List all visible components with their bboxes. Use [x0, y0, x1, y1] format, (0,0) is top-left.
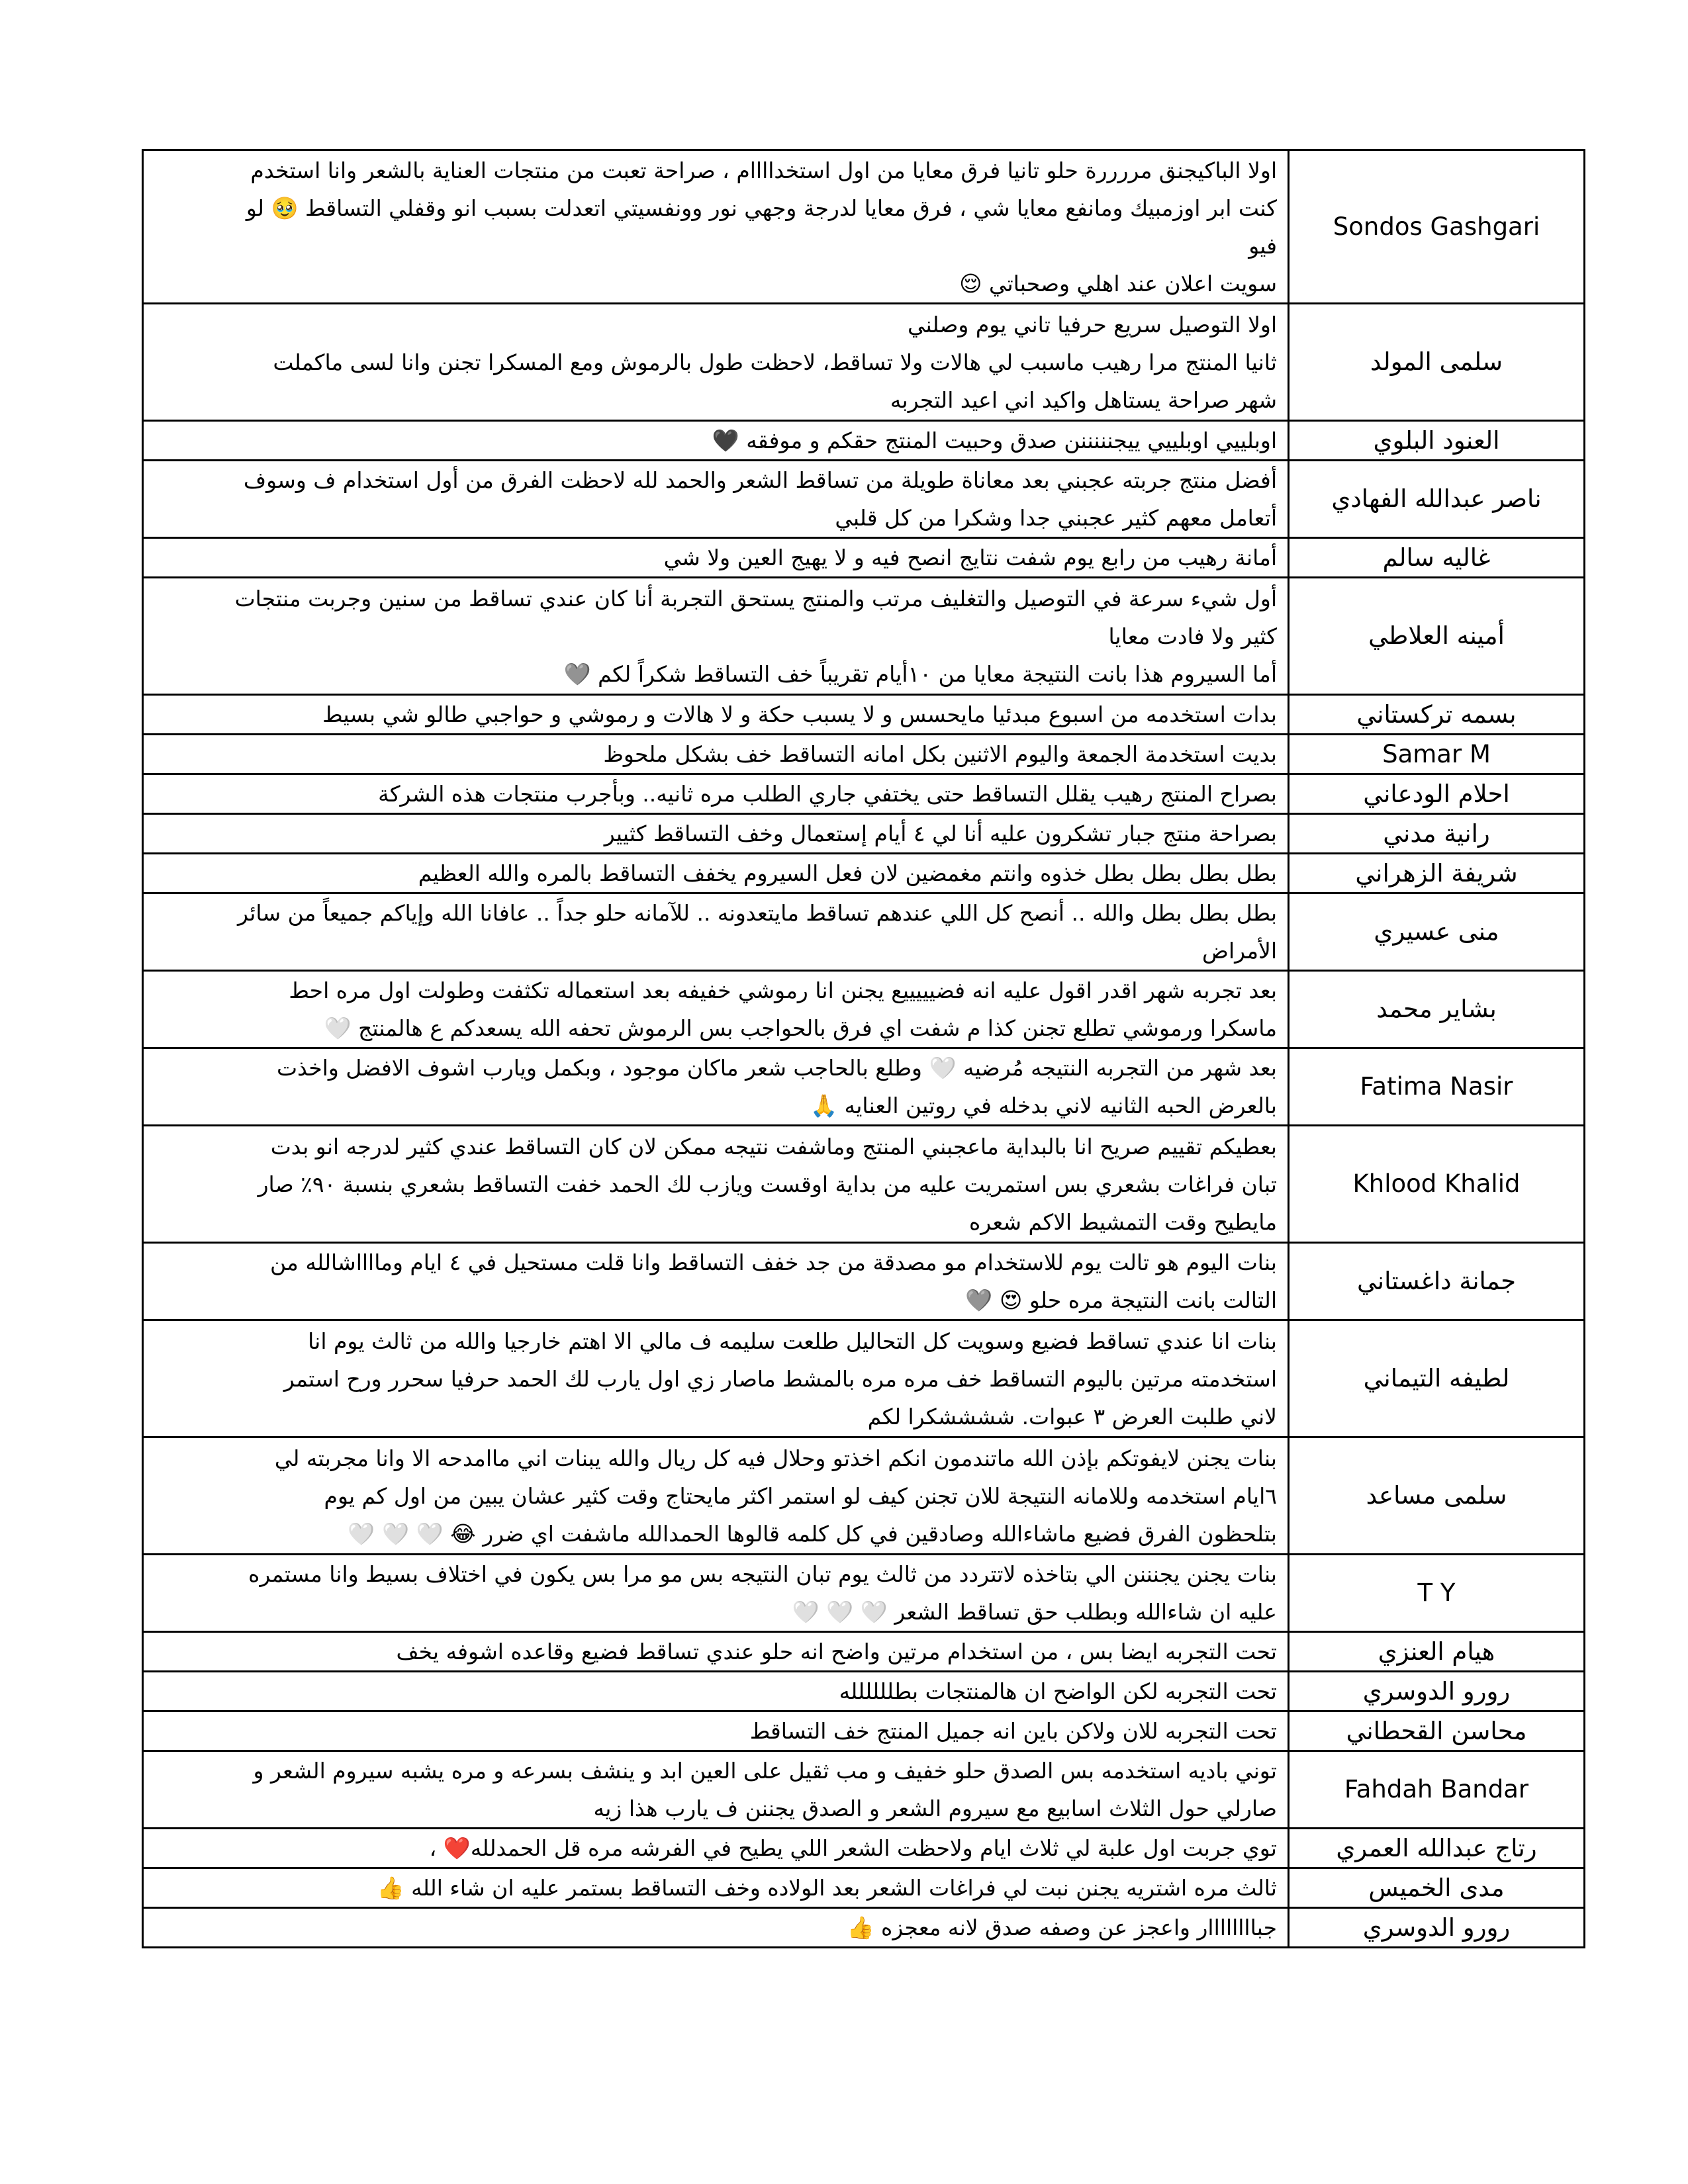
review-text-line: أمانة رهيب من رابع يوم شفت نتايج انصح فيه و لا يهيج العين ولا شي	[663, 545, 1277, 570]
review-row	[143, 1048, 1585, 1126]
review-text-cell	[143, 1632, 1289, 1672]
review-row	[143, 1555, 1585, 1632]
review-row	[143, 893, 1585, 971]
review-text-line: صارلي حول الثلاث اسابيع مع سيروم الشعر و الصدق يجننن ف يارب هذا زيه	[593, 1796, 1277, 1821]
reviewer-name-cell	[1289, 735, 1585, 774]
reviewer-name: سلمى مساعد	[1366, 1481, 1507, 1510]
review-text-cell	[143, 538, 1289, 578]
review-text-line: اولا الباكيجنق مررررة حلو تانيا فرق معايا من اول استخداااام ، صراحة تعبت من منتجات العناية بالشعر وانا استخدم	[250, 157, 1277, 183]
review-row	[143, 1829, 1585, 1868]
reviewer-name-cell	[1289, 421, 1585, 461]
review-text-line: توني باديه استخدمه بس الصدق حلو خفيف و مب ثقيل على العين ابد و ينشف بسرعه و مره يشبه سيروم الشعر و	[253, 1758, 1277, 1784]
review-text-line: بعد تجربه شهر اقدر اقول عليه انه فضيييييع يجنن انا رموشي خفيفه بعد استعماله تكثفت وطولت اول مره احط	[289, 978, 1277, 1003]
review-text-line: ماسكرا ورموشي تطلع تجنن كذا م شفت اي فرق بالحواجب بس الرموش تحفه الله يسعدكم ع هالمنتج 🤍	[324, 1015, 1277, 1041]
reviewer-name-cell	[1289, 1868, 1585, 1908]
review-text-line: بنات اليوم هو تالت يوم للاستخدام مو مصدقة من جد خفف التساقط وانا قلت مستحيل في ٤ ايام ومااااشالله من	[270, 1250, 1277, 1275]
review-text-cell	[143, 1048, 1289, 1126]
review-text-line: بصراحة منتج جبار تشكرون عليه أنا لي ٤ أيام إستعمال وخف التساقط كثيير	[604, 821, 1277, 846]
review-text-cell	[143, 854, 1289, 893]
review-text-cell	[143, 304, 1289, 421]
review-text-line: عليه ان شاءالله وبطلب حق تساقط الشعر 🤍 🤍 🤍	[792, 1599, 1277, 1625]
review-text-line: التالت بانت النتيجة مره حلو 😍 🩶	[965, 1287, 1277, 1313]
reviewer-name: بشاير محمد	[1376, 995, 1497, 1023]
review-text-line: بديت استخدمة الجمعة واليوم الاثنين بكل امانه التساقط خف بشكل ملحوظ	[603, 741, 1277, 767]
reviewer-name-cell	[1289, 1437, 1585, 1555]
reviewer-name: Fatima Nasir	[1360, 1072, 1513, 1101]
review-row	[143, 461, 1585, 538]
reviews-table-body	[143, 150, 1585, 1948]
reviewer-name-cell	[1289, 1048, 1585, 1126]
reviewer-name: منى عسيري	[1374, 917, 1499, 946]
review-text-cell	[143, 695, 1289, 735]
review-text-cell	[143, 1126, 1289, 1243]
reviewer-name: احلام الودعاني	[1363, 779, 1510, 808]
review-text-cell	[143, 971, 1289, 1048]
reviewer-name: T Y	[1417, 1578, 1456, 1607]
review-text-cell	[143, 421, 1289, 461]
review-text-line: بعطيكم تقييم صريح انا بالبداية ماعجبني المنتج وماشفت نتيجه ممكن لان كان التساقط عندي كثير لدرجه انو بدت	[270, 1133, 1277, 1160]
reviewer-name: هيام العنزي	[1378, 1637, 1495, 1666]
reviewer-name: لطيفه التيماني	[1363, 1364, 1510, 1392]
review-row	[143, 1632, 1585, 1672]
review-text-line: تحت التجربه للان ولاكن باين انه جميل المنتج خف التساقط	[749, 1718, 1277, 1744]
review-text-line: سويت اعلان عند اهلي وصحباتي 😌	[959, 270, 1277, 296]
review-text-line: تحت التجربه لكن الواضح ان هالمنتجات بطلللللله	[839, 1678, 1277, 1704]
review-text-line: استخدمته مرتين باليوم التساقط خف مره مره بالمشط ماصار زي اول يارب لك الحمد حرفيا سحرر ورح استمر	[283, 1365, 1277, 1392]
reviewer-name: أمينه العلاطي	[1368, 621, 1505, 650]
review-text-line: بنات انا عندي تساقط فضيع وسويت كل التحاليل طلعت سليمه ف مالي الا اهتم خارجيا والله من ثالث يوم انا	[308, 1328, 1277, 1354]
review-text-line: بنات يجنن يجنننن الي بتاخذه لاتتردد من ثالث يوم تبان النتيجه بس مو مرا بس يكون في اختلاف بسيط وانا مستمره	[248, 1561, 1277, 1587]
review-text-line: جباااااااار واعجز عن وصفه صدق لانه معجزه 👍	[847, 1915, 1277, 1940]
review-text-line: كنت ابر اوزمبيك ومانفع معايا شي ، فرق معايا لدرجة وجهي نور وونفسيتي اتعدلت بسبب انو وقفلي التساقط 🥹 لو	[246, 195, 1277, 221]
review-text-cell	[143, 150, 1289, 304]
review-text-cell	[143, 1672, 1289, 1711]
review-text-line: فيو	[1248, 232, 1277, 259]
reviewer-name: ناصر عبدالله الفهادي	[1331, 484, 1542, 513]
reviewer-name: مدى الخميس	[1368, 1873, 1505, 1902]
reviewer-name-cell	[1289, 893, 1585, 971]
reviewer-name: سلمى المولد	[1370, 347, 1503, 376]
review-row	[143, 1908, 1585, 1948]
review-text-cell	[143, 578, 1289, 695]
reviewer-name: بسمه تركستاني	[1356, 700, 1517, 729]
reviews-table	[142, 149, 1585, 1948]
reviewer-name: غاليه سالم	[1382, 543, 1491, 572]
reviewer-name-cell	[1289, 1555, 1585, 1632]
review-text-cell	[143, 1908, 1289, 1948]
review-text-line: بطل بطل بطل بطل خذوه وانتم مغمضين لان فعل السيروم يخفف التساقط بالمره والله العظيم	[418, 860, 1277, 886]
review-text-line: أما السيروم هذا بانت النتيجة معايا من ١٠أيام تقريباً خف التساقط شكراً لكم 🩶	[563, 660, 1277, 687]
review-row	[143, 578, 1585, 695]
review-row	[143, 854, 1585, 893]
reviewer-name-cell	[1289, 304, 1585, 421]
review-text-line: بنات يجنن لايفوتكم بإذن الله ماتندمون انكم اخذتو وحلال فيه كل ريال والله يبنات اني ماامدحه الا وانا مجربته لي	[274, 1445, 1277, 1471]
review-text-line: ثانيا المنتج مرا رهيب ماسبب لي هالات ولا تساقط، لاحظت طول بالرموش ومع المسكرا تجنن وانا لسى ماكملت	[273, 349, 1277, 375]
reviewer-name-cell	[1289, 1243, 1585, 1320]
review-text-cell	[143, 1320, 1289, 1437]
review-row	[143, 1711, 1585, 1751]
reviewer-name-cell	[1289, 1751, 1585, 1829]
review-text-line: بتلحظون الفرق فضيع ماشاءالله وصادقين في كل كلمه قالوها الحمدالله ماشفت اي ضرر 😂 🤍 🤍 🤍	[348, 1520, 1277, 1547]
reviewer-name: العنود البلوي	[1373, 426, 1500, 455]
reviewer-name-cell	[1289, 150, 1585, 304]
review-row	[143, 814, 1585, 854]
reviewer-name-cell	[1289, 1672, 1585, 1711]
review-text-line: بعد شهر من التجربه النتيجه مُرضيه 🤍 وطلع بالحاجب شعر ماكان موجود ، وبكمل ويارب اشوف الافضل واخذت	[276, 1055, 1277, 1081]
review-text-cell	[143, 1711, 1289, 1751]
review-row	[143, 695, 1585, 735]
reviewer-name: رورو الدوسري	[1362, 1913, 1511, 1942]
review-text-cell	[143, 1437, 1289, 1555]
review-text-line: بصراح المنتج رهيب يقلل التساقط حتى يختفي جاري الطلب مره ثانيه.. وبأجرب منتجات هذه الشركة	[378, 781, 1277, 807]
reviewer-name-cell	[1289, 1126, 1585, 1243]
review-text-line: أتعامل معهم كثير عجبني جدا وشكرا من كل قلبي	[835, 505, 1277, 531]
reviewer-name: رتاج عبدالله العمري	[1336, 1833, 1537, 1862]
review-row	[143, 1437, 1585, 1555]
reviewer-name: محاسن القحطاني	[1346, 1716, 1527, 1745]
review-text-line: أفضل منتج جربته عجبني بعد معاناة طويلة من تساقط الشعر والحمد لله لاحظت الفرق من أول استخدام ف وسوف	[243, 467, 1277, 493]
review-text-line: شهر صراحة يستاهل واكيد اني اعيد التجربه	[890, 387, 1277, 413]
reviewer-name: رانية مدني	[1383, 819, 1490, 848]
review-text-line: لاني طلبت العرض ٣ عبوات. ششششكرا لكم	[867, 1403, 1277, 1430]
reviewer-name: شريفة الزهراني	[1355, 858, 1518, 887]
review-row	[143, 1672, 1585, 1711]
review-text-line: اوبلييي اوبلييي ييجنننننن صدق وحبيت المنتج حقكم و موفقه 🖤	[712, 428, 1277, 453]
review-text-line: ثالث مره اشتريه يجنن نبت لي فراغات الشعر بعد الولاده وخف التساقط بستمر عليه ان شاء الله 👍	[377, 1875, 1277, 1901]
review-row	[143, 1751, 1585, 1829]
reviewer-name-cell	[1289, 814, 1585, 854]
review-text-line: أول شيء سرعة في التوصيل والتغليف مرتب والمنتج يستحق التجربة أنا كان عندي تساقط من سنين وجربت منتجات	[234, 585, 1277, 612]
reviewer-name: جمانة داغستاني	[1356, 1267, 1517, 1295]
review-row	[143, 735, 1585, 774]
reviewer-name-cell	[1289, 854, 1585, 893]
reviewer-name-cell	[1289, 971, 1585, 1048]
reviewer-name: Sondos Gashgari	[1333, 212, 1540, 241]
review-text-cell	[143, 1829, 1289, 1868]
review-row	[143, 150, 1585, 304]
reviewer-name: رورو الدوسري	[1362, 1676, 1511, 1706]
review-text-line: كثير ولا فادت معايا	[1108, 623, 1277, 649]
review-text-cell	[143, 893, 1289, 971]
review-text-cell	[143, 1868, 1289, 1908]
review-row	[143, 1126, 1585, 1243]
review-text-cell	[143, 814, 1289, 854]
review-text-line: اولا التوصيل سريع حرفيا تاني يوم وصلني	[907, 311, 1277, 338]
reviewer-name: Fahdah Bandar	[1344, 1775, 1529, 1803]
review-text-cell	[143, 774, 1289, 814]
review-text-line: تحت التجربه ايضا بس ، من استخدام مرتين واضح انه حلو عندي تساقط فضيع وقاعده اشوفه يخف	[396, 1639, 1277, 1664]
review-text-cell	[143, 1751, 1289, 1829]
reviewer-name-cell	[1289, 1711, 1585, 1751]
reviewer-name-cell	[1289, 695, 1585, 735]
review-text-cell	[143, 1243, 1289, 1320]
reviewer-name: Samar M	[1382, 739, 1491, 768]
reviewer-name: Khlood Khalid	[1352, 1169, 1521, 1198]
review-text-line: بطل بطل بطل والله .. أنصح كل اللي عندهم تساقط مايتعدونه .. للآمانه حلو جداً .. عافانا الله وإياكم جميعاً من سائر	[238, 900, 1277, 926]
review-text-line: بالعرض الحبه الثانيه لاني بدخله في روتين العنايه 🙏	[810, 1093, 1277, 1118]
review-row	[143, 971, 1585, 1048]
review-text-cell	[143, 1555, 1289, 1632]
review-row	[143, 1320, 1585, 1437]
review-row	[143, 421, 1585, 461]
review-row	[143, 1243, 1585, 1320]
reviewer-name-cell	[1289, 1320, 1585, 1437]
reviewer-name-cell	[1289, 774, 1585, 814]
review-text-line: مايطيح وقت التمشيط الاكم شعره	[968, 1208, 1277, 1235]
reviewer-name-cell	[1289, 461, 1585, 538]
review-text-line: ٦ايام استخدمه وللامانه النتيجة للان تجنن كيف لو استمر اكثر مايحتاج وقت كثير عشان يبين من اول كم يوم	[324, 1482, 1277, 1509]
review-text-line: الأمراض	[1202, 938, 1277, 964]
reviewer-name-cell	[1289, 578, 1585, 695]
review-row	[143, 774, 1585, 814]
reviewer-name-cell	[1289, 1632, 1585, 1672]
review-text-line: توي جربت اول علبة لي ثلاث ايام ولاحظت الشعر اللي يطيح في الفرشه مره قل الحمدلله❤️ ،	[429, 1835, 1277, 1861]
reviewer-name-cell	[1289, 1908, 1585, 1948]
review-row	[143, 538, 1585, 578]
review-text-cell	[143, 735, 1289, 774]
review-text-line: تبان فراغات بشعري بس استمريت عليه من بداية اوقست ويازب لك الحمد خفت التساقط بشعري بنسبة ٩٠٪ صار	[258, 1171, 1277, 1197]
reviewer-name-cell	[1289, 538, 1585, 578]
review-row	[143, 1868, 1585, 1908]
review-text-cell	[143, 461, 1289, 538]
review-row	[143, 304, 1585, 421]
review-text-line: بدات استخدمه من اسبوع مبدئيا مايحسس و لا يسبب حكة و لا هالات و رموشي و حواجبي طالو شي بسيط	[322, 702, 1277, 727]
reviewer-name-cell	[1289, 1829, 1585, 1868]
